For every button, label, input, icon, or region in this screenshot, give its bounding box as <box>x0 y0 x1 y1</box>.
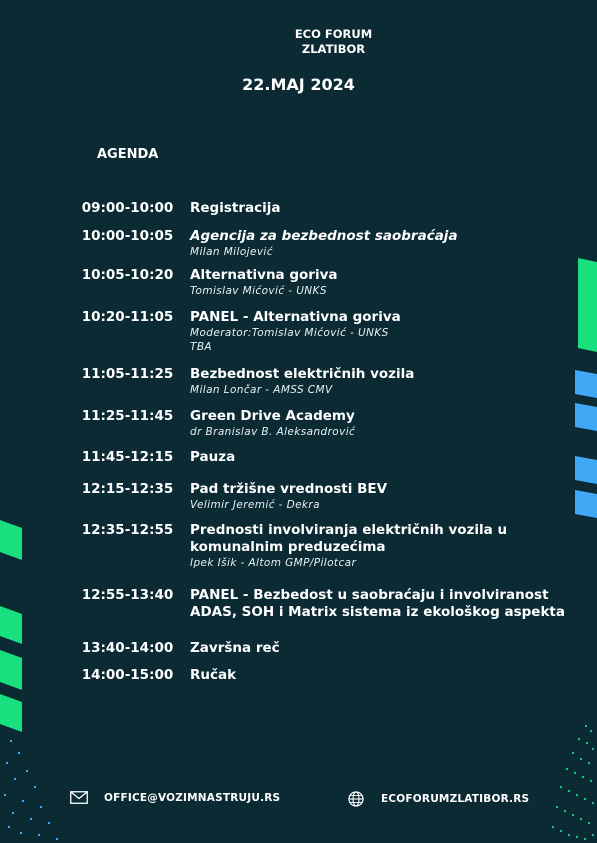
agenda-speaker: TBA <box>190 341 213 353</box>
agenda-heading: AGENDA <box>97 147 159 162</box>
agenda-time: 12:35-12:55 <box>81 522 174 538</box>
agenda-title: Prednosti involviranja električnih vozila u komunalnim preduzećima <box>190 522 508 555</box>
agenda-time: 11:05-11:25 <box>81 366 174 382</box>
event-title <box>0 27 597 57</box>
agenda-time: 10:05-10:20 <box>81 267 174 283</box>
event-title-line2: ZLATIBOR <box>301 42 366 56</box>
agenda-details <box>190 640 570 657</box>
agenda-title: PANEL - Bezbedost u saobraćaju i involviranost ADAS, SOH i Matrix sistema iz ekološkog aspekta <box>190 587 565 620</box>
agenda-title: Registracija <box>190 200 281 216</box>
footer-email-text[interactable]: OFFICE@VOZIMNASTRUJU.RS <box>104 791 281 804</box>
agenda-time: 12:15-12:35 <box>81 481 174 497</box>
agenda-details <box>190 522 520 570</box>
agenda-details <box>190 408 570 439</box>
agenda-details <box>190 366 570 397</box>
agenda-speaker: Milan Milojević <box>190 246 273 258</box>
agenda-time: 12:55-13:40 <box>81 587 174 603</box>
footer-email[interactable] <box>70 791 280 804</box>
agenda-title: Pauza <box>190 449 236 465</box>
agenda-details <box>190 587 570 621</box>
footer-website-text[interactable]: ECOFORUMZLATIBOR.RS <box>381 793 530 805</box>
agenda-time: 11:45-12:15 <box>81 449 174 465</box>
agenda-title: Završna reč <box>190 640 280 656</box>
agenda-details <box>190 667 570 684</box>
envelope-icon <box>70 791 88 804</box>
agenda-details <box>190 228 570 259</box>
agenda-speaker: Ipek Išik - Altom GMP/Pilotcar <box>190 557 357 569</box>
agenda-speaker: dr Branislav B. Aleksandrović <box>190 426 356 438</box>
agenda-title: Alternativna goriva <box>190 267 338 283</box>
event-date: 22.MAJ 2024 <box>242 75 355 94</box>
agenda-time: 09:00-10:00 <box>81 200 174 216</box>
agenda-details <box>190 449 570 466</box>
agenda-title: PANEL - Alternativna goriva <box>190 309 401 325</box>
agenda-time: 11:25-11:45 <box>81 408 174 424</box>
agenda-speaker: Tomislav Mićović - UNKS <box>190 285 327 297</box>
agenda-time: 10:20-11:05 <box>81 309 174 325</box>
agenda-details <box>190 309 570 354</box>
agenda-time: 13:40-14:00 <box>81 640 174 656</box>
agenda-speaker: Moderator:Tomislav Mićović - UNKS <box>190 327 389 339</box>
agenda-title: Bezbednost električnih vozila <box>190 366 415 382</box>
agenda-title: Green Drive Academy <box>190 408 355 424</box>
agenda-details <box>190 200 570 217</box>
agenda-time: 14:00-15:00 <box>81 667 174 683</box>
footer-website[interactable] <box>348 791 529 807</box>
agenda-speaker: Milan Lončar - AMSS CMV <box>190 384 333 396</box>
agenda-title: Ručak <box>190 667 237 683</box>
globe-icon <box>348 791 364 807</box>
agenda-time: 10:00-10:05 <box>81 228 174 244</box>
agenda-details <box>190 481 570 512</box>
event-title-line1: ECO FORUM <box>294 27 373 41</box>
agenda-speaker: Velimir Jeremić - Dekra <box>190 499 320 511</box>
agenda-title: Agencija za bezbednost saobraćaja <box>190 228 458 244</box>
agenda-title: Pad tržišne vrednosti BEV <box>190 481 388 497</box>
agenda-details <box>190 267 570 298</box>
